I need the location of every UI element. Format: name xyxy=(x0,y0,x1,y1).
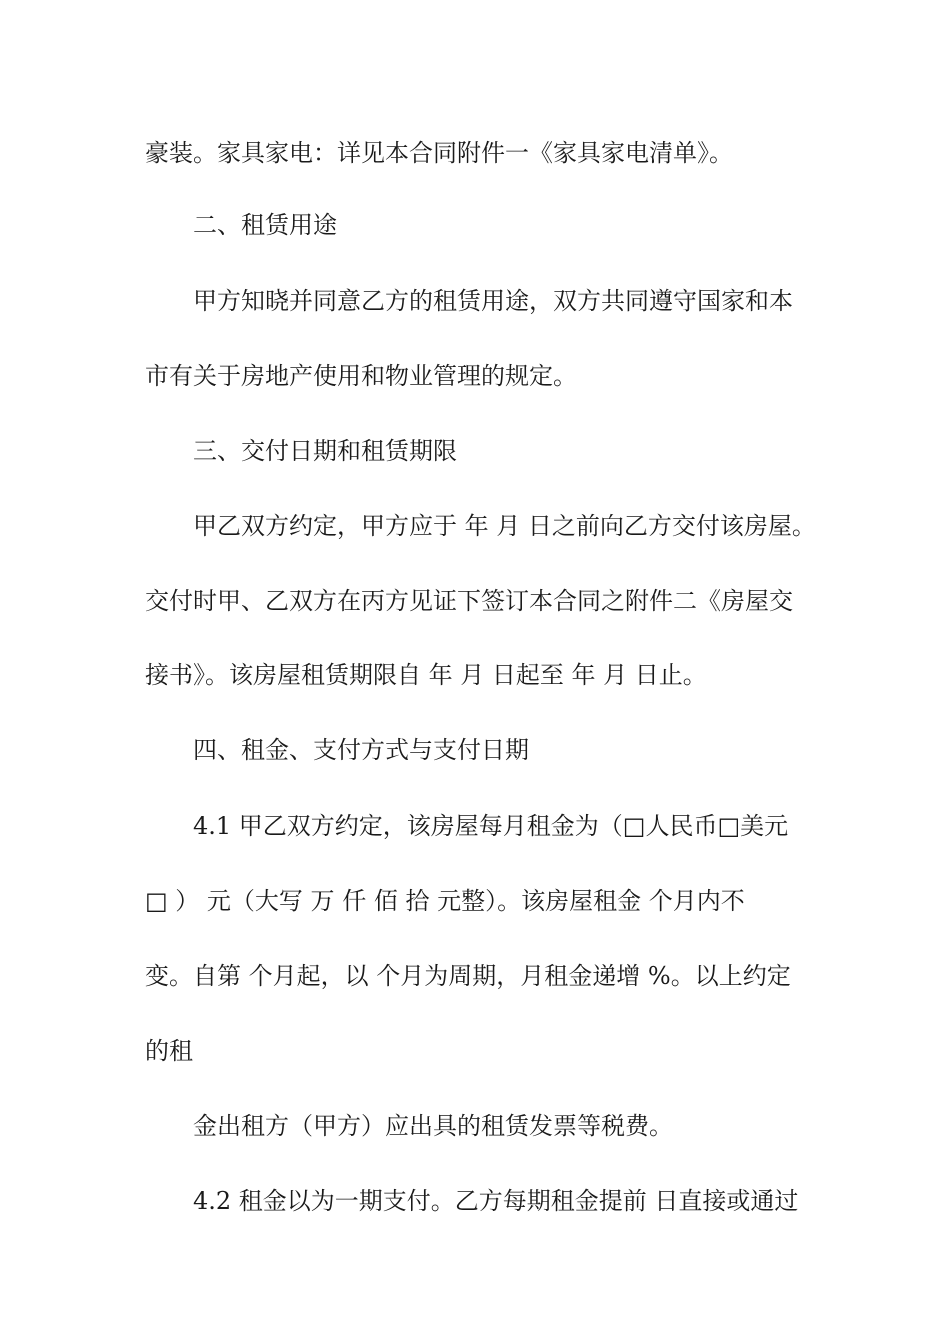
section-heading-delivery: 三、交付日期和租赁期限 xyxy=(193,437,457,465)
text-line-rent-2: □ ） 元（大写 万 仟 佰 拾 元整）。该房屋租金 个月内不 xyxy=(145,887,745,915)
text-line-rent-5: 金出租方（甲方）应出具的租赁发票等税费。 xyxy=(193,1112,673,1140)
text-line-rent-3: 变。自第 个月起，以 个月为周期，月租金递增 %。以上约定 xyxy=(145,962,791,990)
text-line-delivery-1: 甲乙双方约定，甲方应于 年 月 日之前向乙方交付该房屋。 xyxy=(193,512,816,540)
text-line-rent-1: 4.1 甲乙双方约定，该房屋每月租金为（□人民币□美元 xyxy=(193,812,789,840)
text-line-furniture: 豪装。家具家电：详见本合同附件一《家具家电清单》。 xyxy=(145,139,733,167)
text-line-delivery-3: 接书》。该房屋租赁期限自 年 月 日起至 年 月 日止。 xyxy=(145,661,707,689)
text-line-payment-1: 4.2 租金以为一期支付。乙方每期租金提前 日直接或通过 xyxy=(193,1187,799,1215)
text-line-delivery-2: 交付时甲、乙双方在丙方见证下签订本合同之附件二《房屋交 xyxy=(145,587,793,615)
text-line-rent-4: 的租 xyxy=(145,1037,193,1065)
text-line-purpose-2: 市有关于房地产使用和物业管理的规定。 xyxy=(145,362,577,390)
text-line-purpose-1: 甲方知晓并同意乙方的租赁用途，双方共同遵守国家和本 xyxy=(193,287,793,315)
section-heading-purpose: 二、租赁用途 xyxy=(193,211,337,239)
section-heading-rent: 四、租金、支付方式与支付日期 xyxy=(193,736,529,764)
